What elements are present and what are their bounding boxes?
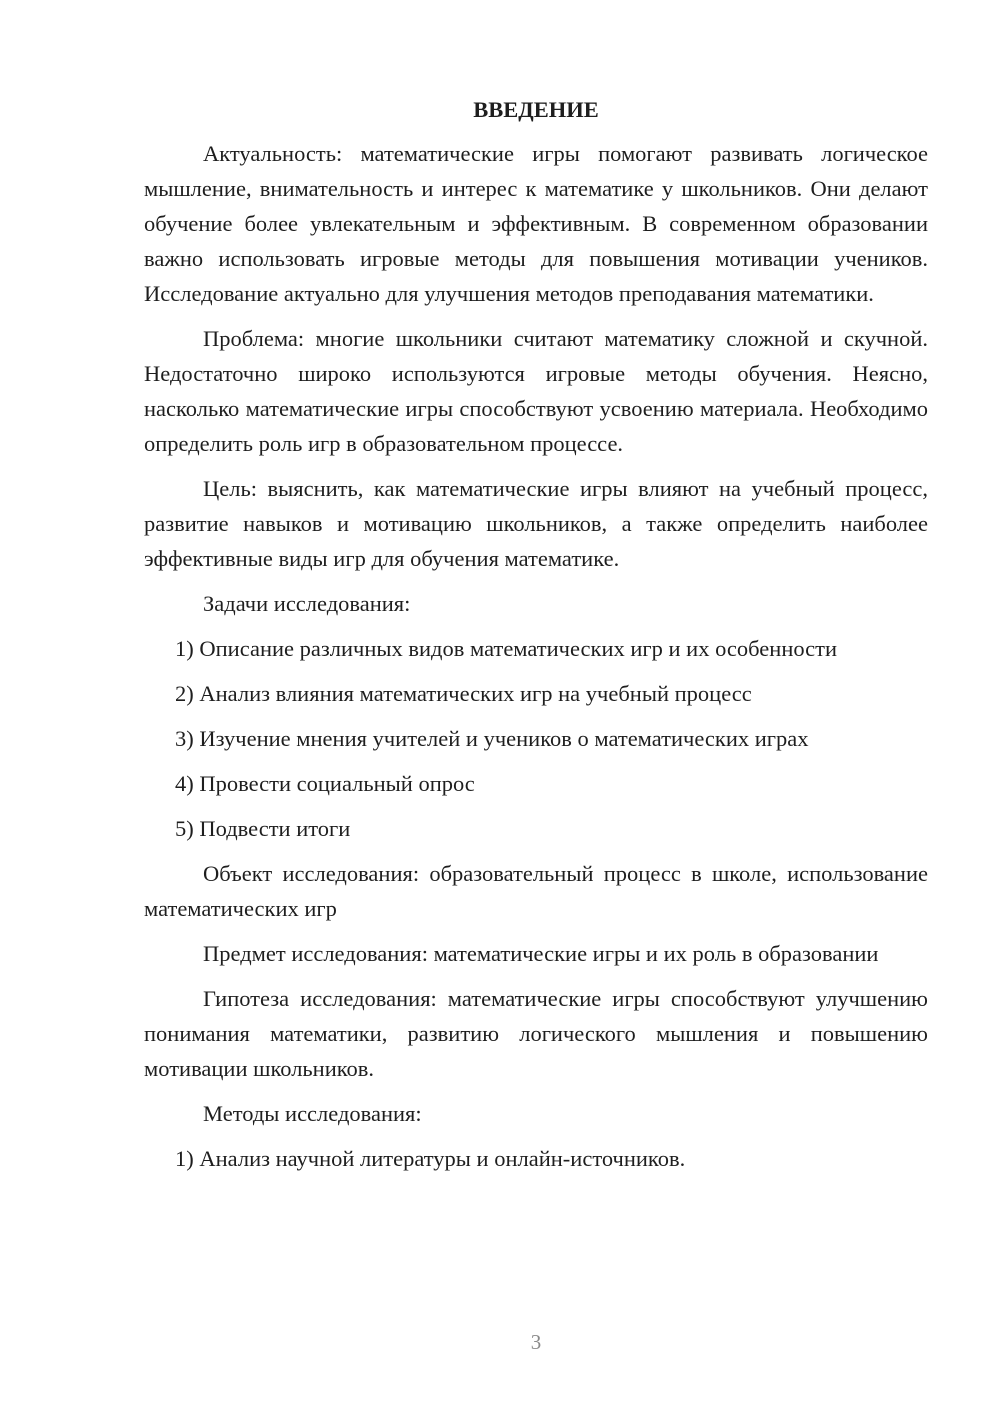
hypothesis-paragraph: Гипотеза исследования: математические игры способствуют улучшению понимания математики, развитию логического мышления и повышению мотивации школьников. — [144, 986, 928, 1081]
relevance-paragraph: Актуальность: математические игры помогают развивать логическое мышление, внимательность и интерес к математике у школьников. Они делают обучение более увлекательным и эффективным. В современном образовании важно использовать игровые методы для повышения мотивации учеников. Исследование актуально для улучшения методов преподавания математики. — [144, 141, 928, 306]
list-item: 2) Анализ влияния математических игр на учебный процесс — [175, 681, 752, 706]
subject-paragraph: Предмет исследования: математические игры и их роль в образовании — [203, 941, 879, 966]
page-number: 3 — [530, 1330, 542, 1354]
problem-paragraph: Проблема: многие школьники считают математику сложной и скучной. Недостаточно широко используются игровые методы обучения. Неясно, насколько математические игры способствуют усвоению материала. Необходимо определить роль игр в образовательном процессе. — [144, 326, 928, 456]
methods-list — [144, 1141, 928, 1176]
list-item: 3) Изучение мнения учителей и учеников о математических играх — [175, 726, 809, 751]
list-item: 1) Описание различных видов математических игр и их особенности — [175, 636, 838, 661]
methods-heading: Методы исследования: — [203, 1101, 422, 1126]
page-content — [144, 90, 928, 1186]
page-title: ВВЕДЕНИЕ — [473, 97, 599, 122]
list-item: 5) Подвести итоги — [175, 816, 351, 841]
tasks-list — [144, 631, 928, 846]
list-item: 1) Анализ научной литературы и онлайн-источников. — [175, 1146, 686, 1171]
tasks-heading: Задачи исследования: — [203, 591, 411, 616]
goal-paragraph: Цель: выяснить, как математические игры влияют на учебный процесс, развитие навыков и мотивацию школьников, а также определить наиболее эффективные виды игр для обучения математике. — [144, 476, 928, 571]
object-paragraph: Объект исследования: образовательный процесс в школе, использование математических игр — [144, 861, 928, 921]
list-item: 4) Провести социальный опрос — [175, 771, 475, 796]
